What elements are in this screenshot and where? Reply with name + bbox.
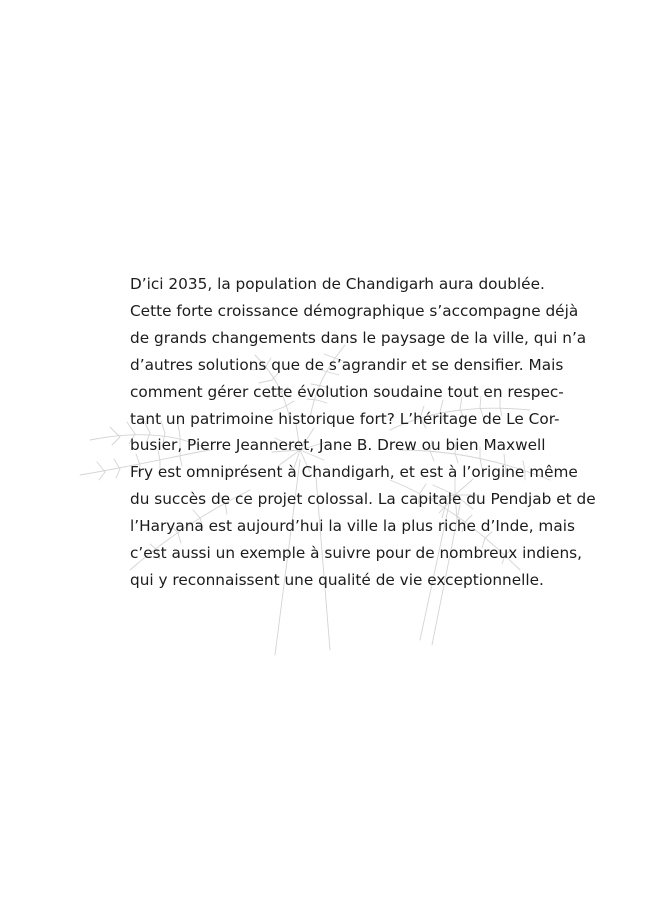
- paragraph-line: Cette forte croissance démographique s’accompagne déjà: [130, 301, 579, 320]
- paragraph-line: qui y reconnaissent une qualité de vie exceptionnelle.: [130, 570, 544, 589]
- paragraph-line: c’est aussi un exemple à suivre pour de nombreux indiens,: [130, 544, 582, 563]
- paragraph-line: comment gérer cette évolution soudaine tout en respec-: [130, 382, 564, 401]
- paragraph-line: de grands changements dans le paysage de la ville, qui n’a: [130, 328, 587, 347]
- paragraph-line: du succès de ce projet colossal. La capitale du Pendjab et de: [130, 490, 596, 509]
- paragraph-line: tant un patrimoine historique fort? L’héritage de Le Cor-: [130, 409, 560, 428]
- paragraph-line: busier, Pierre Jeanneret, Jane B. Drew ou bien Maxwell: [130, 436, 546, 455]
- paragraph-line: Fry est omniprésent à Chandigarh, et est à l’origine même: [130, 463, 578, 482]
- body-paragraph: [130, 271, 596, 594]
- paragraph-line: d’autres solutions que de s’agrandir et se densifier. Mais: [130, 355, 564, 374]
- paragraph-line: D’ici 2035, la population de Chandigarh aura doublée.: [130, 275, 545, 293]
- paragraph-line: l’Haryana est aujourd’hui la ville la plus riche d’Inde, mais: [130, 517, 575, 536]
